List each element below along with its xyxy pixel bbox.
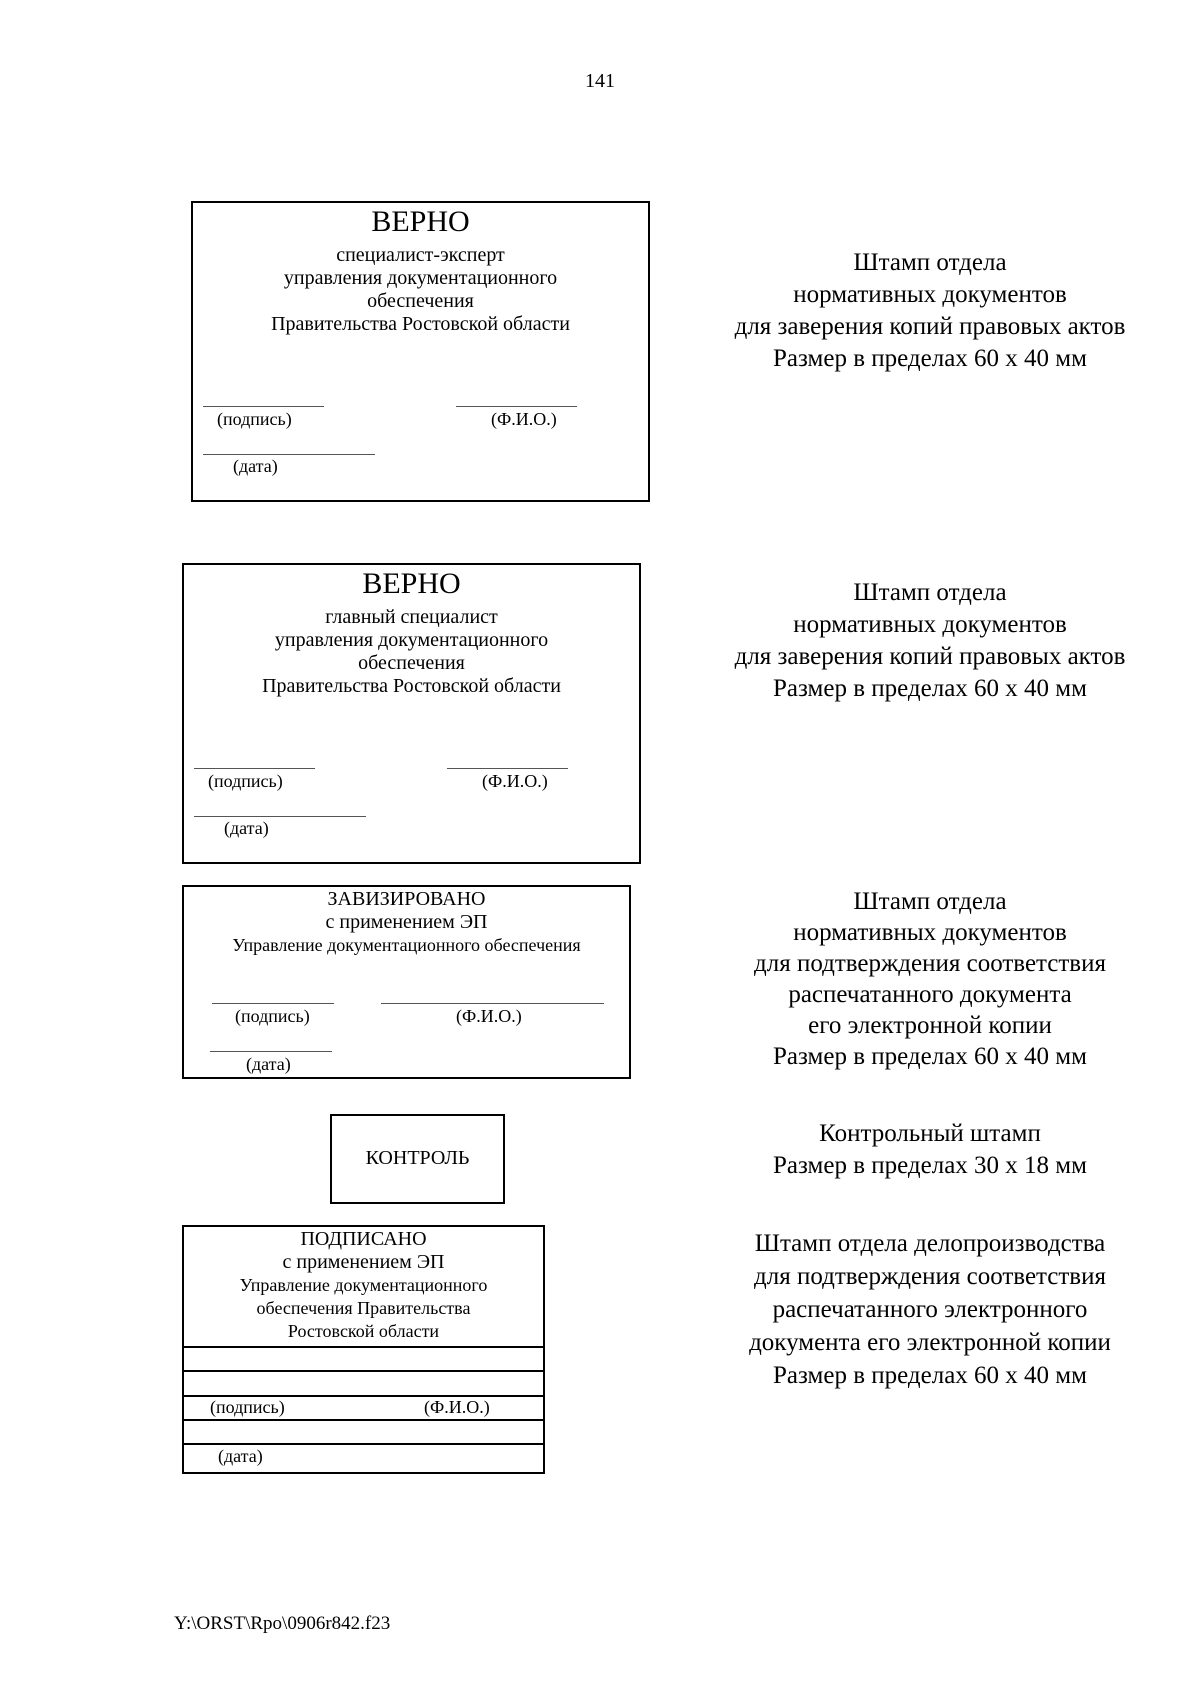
description-line: нормативных документов [793, 611, 1067, 638]
name-label: (Ф.И.О.) [482, 771, 548, 791]
description-line: для заверения копий правовых актов [734, 313, 1126, 340]
stamp-verno-expert [191, 201, 650, 502]
stamp-label: КОНТРОЛЬ [365, 1147, 470, 1169]
description-line: Штамп отдела [853, 888, 1007, 915]
signature-label: (подпись) [235, 1006, 310, 1026]
signature-label: (подпись) [217, 409, 292, 429]
stamp-rule [184, 1370, 543, 1372]
description-line: Штамп отдела [853, 579, 1007, 606]
stamp-verno-chief [182, 563, 641, 864]
signature-label: (подпись) [210, 1397, 285, 1417]
stamp-line: специалист-эксперт [336, 244, 505, 266]
description-line: для подтверждения соответствия [754, 950, 1106, 977]
stamp-description [700, 247, 1160, 375]
stamp-line: управления документационного [274, 629, 549, 651]
description-line: Контрольный штамп [819, 1120, 1041, 1147]
stamp-rule [184, 1346, 543, 1348]
name-line [456, 406, 577, 407]
stamp-line: обеспечения [367, 290, 474, 312]
date-label: (дата) [246, 1054, 291, 1074]
stamp-line: обеспечения [358, 652, 465, 674]
description-line: Штамп отдела [853, 249, 1007, 276]
stamp-line: обеспечения Правительства [256, 1298, 471, 1318]
signature-label: (подпись) [208, 771, 283, 791]
name-line [447, 768, 568, 769]
stamp-line: Управление документационного обеспечения [232, 935, 581, 955]
stamp-podpisano [182, 1225, 545, 1474]
date-label: (дата) [218, 1446, 263, 1466]
stamp-line: главный специалист [325, 606, 498, 628]
file-path-footer: Y:\ORST\Rpo\0906r842.f23 [174, 1613, 391, 1634]
stamp-header: ПОДПИСАНО [300, 1228, 427, 1250]
stamp-header: ВЕРНО [371, 205, 470, 238]
stamp-line: управления документационного [283, 267, 558, 289]
stamp-rule [184, 1419, 543, 1421]
description-line: Размер в пределах 60 х 40 мм [773, 1362, 1087, 1389]
signature-line [194, 768, 315, 769]
name-label: (Ф.И.О.) [424, 1397, 490, 1417]
stamp-line: Управление документационного [239, 1275, 488, 1295]
description-line: нормативных документов [793, 281, 1067, 308]
stamp-zavizirovano [182, 885, 631, 1079]
page-number: 141 [585, 70, 615, 92]
description-line: нормативных документов [793, 919, 1067, 946]
date-line [210, 1051, 332, 1052]
description-line: распечатанного электронного [772, 1296, 1088, 1323]
description-line: для подтверждения соответствия [754, 1263, 1106, 1290]
name-line [381, 1003, 604, 1004]
date-label: (дата) [233, 456, 278, 476]
signature-line [203, 406, 324, 407]
date-label: (дата) [224, 818, 269, 838]
description-line: его электронной копии [808, 1012, 1052, 1039]
stamp-description [700, 577, 1160, 705]
description-line: документа его электронной копии [749, 1329, 1111, 1356]
stamp-line: Правительства Ростовской области [271, 313, 570, 335]
stamp-line: Ростовской области [287, 1321, 440, 1341]
stamp-description [700, 1118, 1160, 1182]
stamp-header: ВЕРНО [362, 567, 461, 600]
date-line [203, 454, 375, 455]
signature-line [212, 1003, 334, 1004]
description-line: Штамп отдела делопроизводства [754, 1230, 1106, 1257]
stamp-line: с применением ЭП [325, 911, 488, 933]
stamp-header: ЗАВИЗИРОВАНО [327, 888, 486, 910]
description-line: Размер в пределах 60 х 40 мм [773, 1043, 1087, 1070]
description-line: Размер в пределах 30 х 18 мм [773, 1152, 1087, 1179]
stamp-description [700, 886, 1160, 1072]
description-line: распечатанного документа [788, 981, 1072, 1008]
description-line: Размер в пределах 60 х 40 мм [773, 345, 1087, 372]
stamp-line: с применением ЭП [282, 1251, 445, 1273]
name-label: (Ф.И.О.) [456, 1006, 522, 1026]
stamp-description [700, 1227, 1160, 1392]
stamp-rule [184, 1443, 543, 1445]
date-line [194, 816, 366, 817]
name-label: (Ф.И.О.) [491, 409, 557, 429]
description-line: Размер в пределах 60 х 40 мм [773, 675, 1087, 702]
description-line: для заверения копий правовых актов [734, 643, 1126, 670]
stamp-kontrol [330, 1114, 505, 1204]
stamp-line: Правительства Ростовской области [262, 675, 561, 697]
